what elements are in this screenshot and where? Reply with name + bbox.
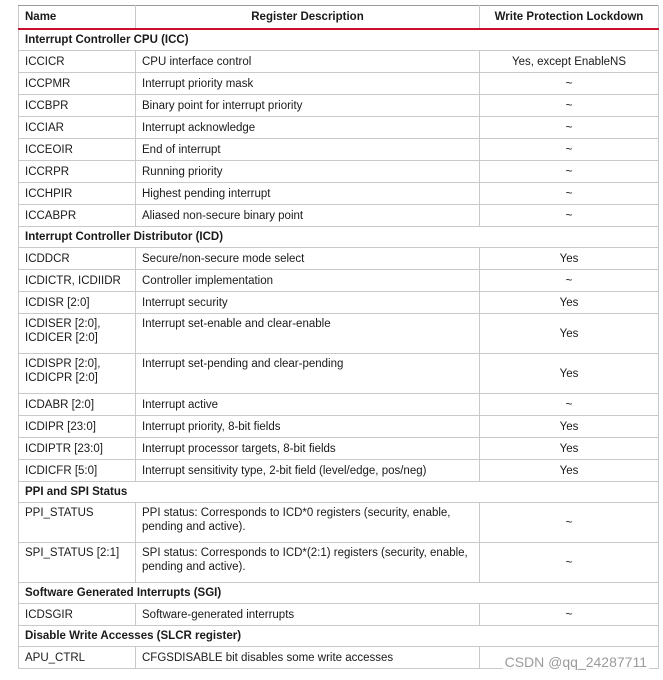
table-row: [19, 117, 659, 139]
table-row: [19, 183, 659, 205]
write-protection: Yes: [480, 314, 659, 354]
write-protection: Yes: [480, 438, 659, 460]
register-name: ICCBPR: [19, 95, 136, 117]
table-row: [19, 604, 659, 626]
write-protection: ~: [480, 183, 659, 205]
register-name: ICDSGIR: [19, 604, 136, 626]
register-name: ICDICFR [5:0]: [19, 460, 136, 482]
table-row: [19, 270, 659, 292]
register-name: ICDICTR, ICDIIDR: [19, 270, 136, 292]
register-description: Secure/non-secure mode select: [136, 248, 480, 270]
register-name: ICDISER [2:0], ICDICER [2:0]: [19, 314, 136, 354]
register-name: ICDIPTR [23:0]: [19, 438, 136, 460]
register-description: Interrupt sensitivity type, 2-bit field (level/edge, pos/neg): [136, 460, 480, 482]
write-protection: ~: [480, 543, 659, 583]
register-description: Running priority: [136, 161, 480, 183]
register-name: ICDISR [2:0]: [19, 292, 136, 314]
write-protection: ~: [480, 394, 659, 416]
register-description: PPI status: Corresponds to ICD*0 registers (security, enable, pending and active).: [136, 503, 480, 543]
write-protection: ~: [480, 161, 659, 183]
table-header-row: [19, 6, 659, 30]
write-protection: Yes: [480, 248, 659, 270]
register-description: Interrupt priority mask: [136, 73, 480, 95]
register-name: APU_CTRL: [19, 647, 136, 669]
write-protection: ~: [480, 117, 659, 139]
register-description: Controller implementation: [136, 270, 480, 292]
register-name: PPI_STATUS: [19, 503, 136, 543]
write-protection: Yes: [480, 354, 659, 394]
register-name: ICCEOIR: [19, 139, 136, 161]
register-name: SPI_STATUS [2:1]: [19, 543, 136, 583]
table-row: [19, 416, 659, 438]
write-protection: Yes: [480, 416, 659, 438]
table-row: [19, 161, 659, 183]
table-body: [19, 29, 659, 669]
register-name: ICDABR [2:0]: [19, 394, 136, 416]
register-description: CPU interface control: [136, 51, 480, 73]
write-protection: Yes, except EnableNS: [480, 51, 659, 73]
register-name: ICDISPR [2:0], ICDICPR [2:0]: [19, 354, 136, 394]
table-row: [19, 503, 659, 543]
section-title: PPI and SPI Status: [19, 482, 659, 503]
register-description: Interrupt processor targets, 8-bit fields: [136, 438, 480, 460]
section-row-sgi: [19, 583, 659, 604]
register-description: CFGSDISABLE bit disables some write accesses: [136, 647, 480, 669]
table-row: [19, 205, 659, 227]
write-protection: ~: [480, 604, 659, 626]
table-row: [19, 460, 659, 482]
register-description: End of interrupt: [136, 139, 480, 161]
section-title: Software Generated Interrupts (SGI): [19, 583, 659, 604]
write-protection: Yes: [480, 292, 659, 314]
register-description: Interrupt set-pending and clear-pending: [136, 354, 480, 394]
table-row: [19, 314, 659, 354]
table-row: [19, 543, 659, 583]
register-description: Interrupt set-enable and clear-enable: [136, 314, 480, 354]
register-description: Binary point for interrupt priority: [136, 95, 480, 117]
section-title: Interrupt Controller Distributor (ICD): [19, 227, 659, 248]
register-name: ICCRPR: [19, 161, 136, 183]
write-protection: ~: [480, 73, 659, 95]
table-row: [19, 438, 659, 460]
table-row: [19, 354, 659, 394]
write-protection: ~: [480, 205, 659, 227]
register-name: ICCIAR: [19, 117, 136, 139]
register-description: Highest pending interrupt: [136, 183, 480, 205]
header-name: Name: [19, 6, 136, 30]
section-row-icd: [19, 227, 659, 248]
register-name: ICCHPIR: [19, 183, 136, 205]
register-description: Software-generated interrupts: [136, 604, 480, 626]
table-row: [19, 248, 659, 270]
header-description: Register Description: [136, 6, 480, 30]
section-title: Disable Write Accesses (SLCR register): [19, 626, 659, 647]
write-protection: ~: [480, 503, 659, 543]
register-description: SPI status: Corresponds to ICD*(2:1) registers (security, enable, pending and active).: [136, 543, 480, 583]
write-protection: ~: [480, 139, 659, 161]
register-name: ICCPMR: [19, 73, 136, 95]
watermark: CSDN @qq_24287711: [504, 654, 647, 670]
register-description: Interrupt priority, 8-bit fields: [136, 416, 480, 438]
register-name: ICDDCR: [19, 248, 136, 270]
register-table: [18, 5, 659, 669]
register-description: Interrupt active: [136, 394, 480, 416]
table-row: [19, 95, 659, 117]
register-name: ICCICR: [19, 51, 136, 73]
table-row: [19, 139, 659, 161]
register-name: ICCABPR: [19, 205, 136, 227]
write-protection: ~: [480, 95, 659, 117]
register-name: ICDIPR [23:0]: [19, 416, 136, 438]
table-row: [19, 394, 659, 416]
register-description: Interrupt security: [136, 292, 480, 314]
section-row-slcr: [19, 626, 659, 647]
register-description: Interrupt acknowledge: [136, 117, 480, 139]
register-description: Aliased non-secure binary point: [136, 205, 480, 227]
table-row: [19, 292, 659, 314]
section-row-ppi: [19, 482, 659, 503]
write-protection: ~: [480, 270, 659, 292]
header-write-protection: Write Protection Lockdown: [480, 6, 659, 30]
section-title: Interrupt Controller CPU (ICC): [19, 29, 659, 51]
write-protection: Yes: [480, 460, 659, 482]
table-row: [19, 51, 659, 73]
section-row-icc: [19, 29, 659, 51]
table-row: [19, 73, 659, 95]
